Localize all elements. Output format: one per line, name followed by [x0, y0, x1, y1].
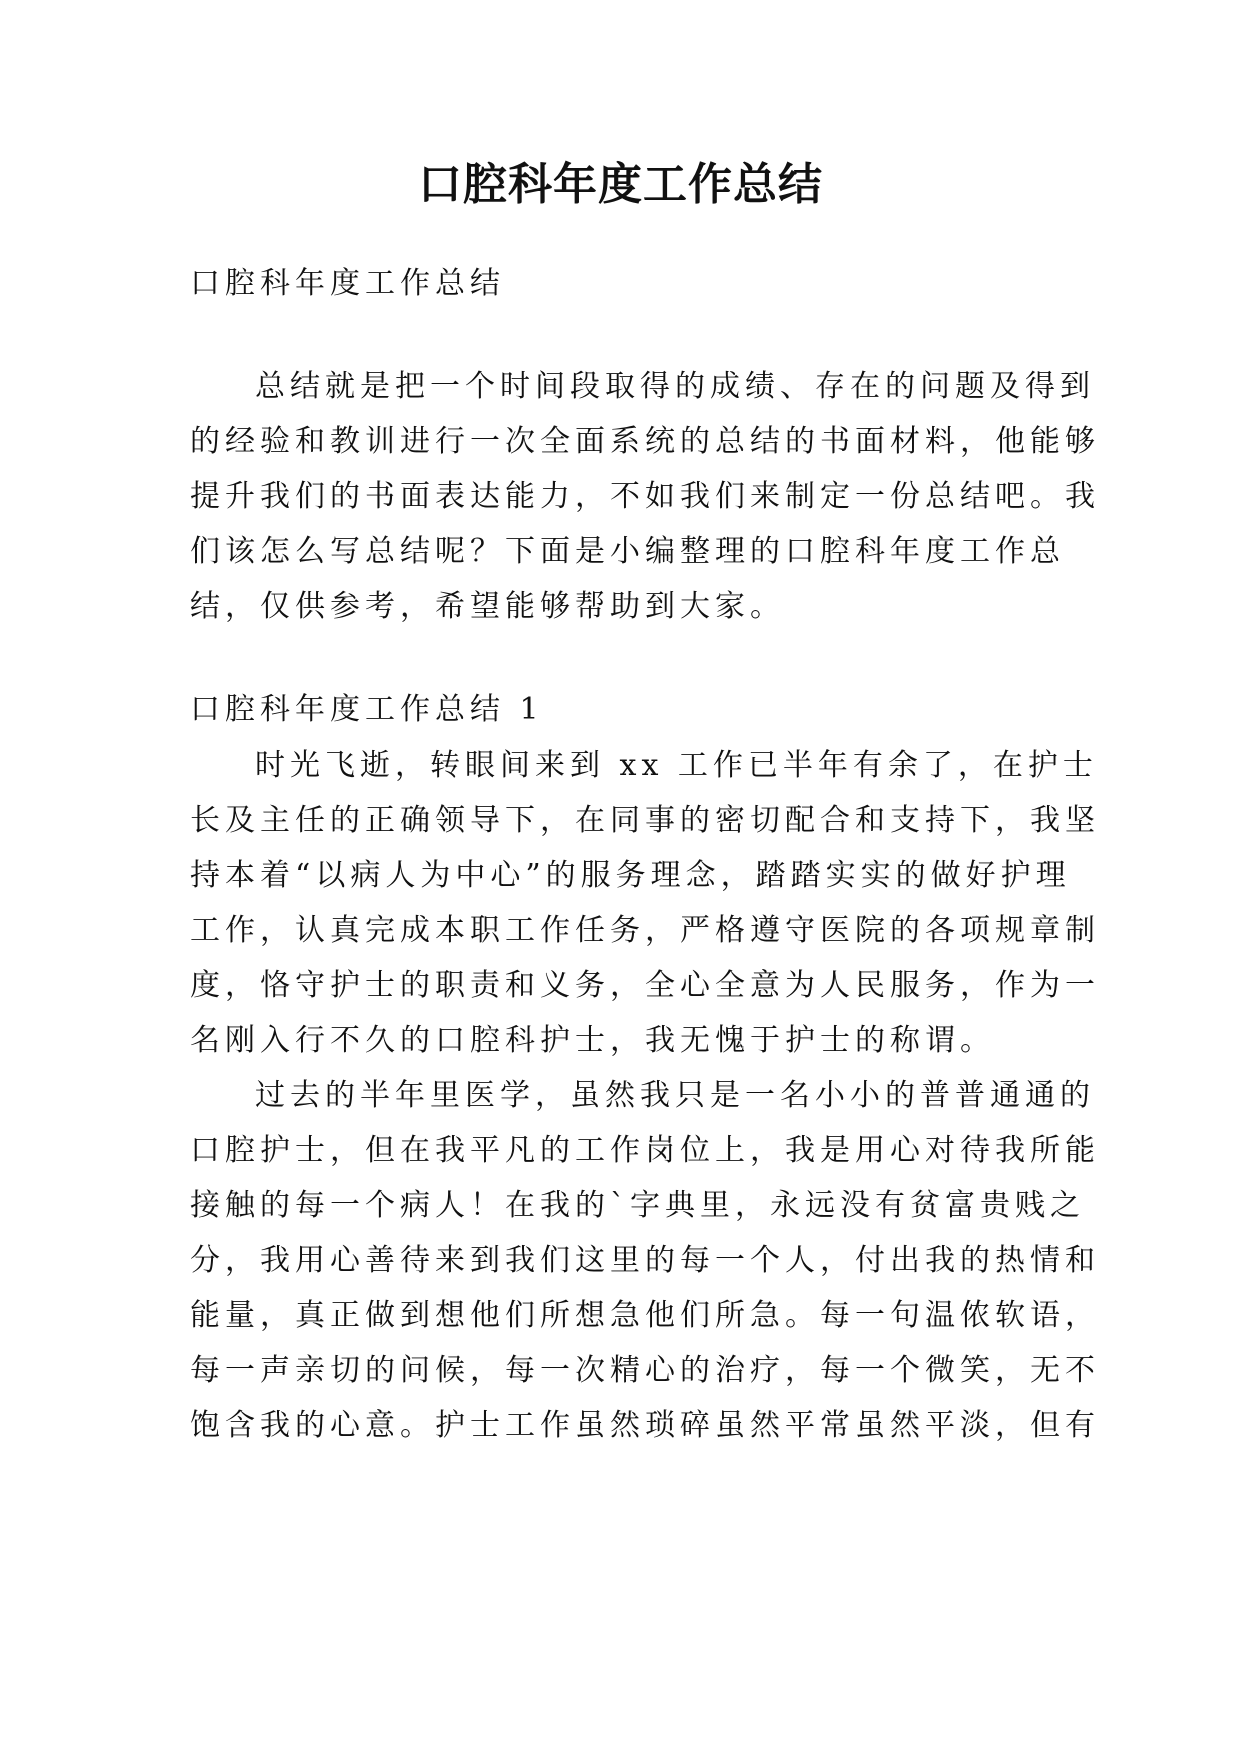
- paragraph-line: 工作，认真完成本职工作任务，严格遵守医院的各项规章制: [190, 913, 1100, 948]
- intro-line: 结，仅供参考，希望能够帮助到大家。: [190, 589, 785, 624]
- paragraph-line: 口腔护士，但在我平凡的工作岗位上，我是用心对待我所能: [190, 1133, 1100, 1168]
- intro-line: 提升我们的书面表达能力，不如我们来制定一份总结吧。我: [190, 479, 1100, 514]
- paragraph-line: 过去的半年里医学，虽然我只是一名小小的普普通通的: [255, 1078, 1095, 1113]
- paragraph-line: 名刚入行不久的口腔科护士，我无愧于护士的称谓。: [190, 1023, 995, 1058]
- section-heading: 口腔科年度工作总结 1: [190, 692, 544, 727]
- paragraph-line: 饱含我的心意。护士工作虽然琐碎虽然平常虽然平淡，但有: [190, 1408, 1100, 1443]
- paragraph-line: 长及主任的正确领导下，在同事的密切配合和支持下，我坚: [190, 803, 1100, 838]
- intro-line: 的经验和教训进行一次全面系统的总结的书面材料，他能够: [190, 424, 1100, 459]
- intro-line: 们该怎么写总结呢？下面是小编整理的口腔科年度工作总: [190, 534, 1065, 569]
- document-subtitle: 口腔科年度工作总结: [190, 266, 505, 301]
- paragraph-line: 时光飞逝，转眼间来到 xx 工作已半年有余了，在护士: [255, 748, 1098, 783]
- paragraph-line: 能量，真正做到想他们所想急他们所急。每一句温侬软语，: [190, 1298, 1100, 1333]
- paragraph-line: 每一声亲切的问候，每一次精心的治疗，每一个微笑，无不: [190, 1353, 1100, 1388]
- intro-line: 总结就是把一个时间段取得的成绩、存在的问题及得到: [255, 369, 1095, 404]
- paragraph-line: 分，我用心善待来到我们这里的每一个人，付出我的热情和: [190, 1243, 1100, 1278]
- paragraph-line: 持本着“以病人为中心”的服务理念，踏踏实实的做好护理: [190, 858, 1071, 893]
- paragraph-line: 度，恪守护士的职责和义务，全心全意为人民服务，作为一: [190, 968, 1100, 1003]
- paragraph-line: 接触的每一个病人！在我的`字典里，永远没有贫富贵贱之: [190, 1188, 1085, 1223]
- document-title: 口腔科年度工作总结: [418, 159, 823, 210]
